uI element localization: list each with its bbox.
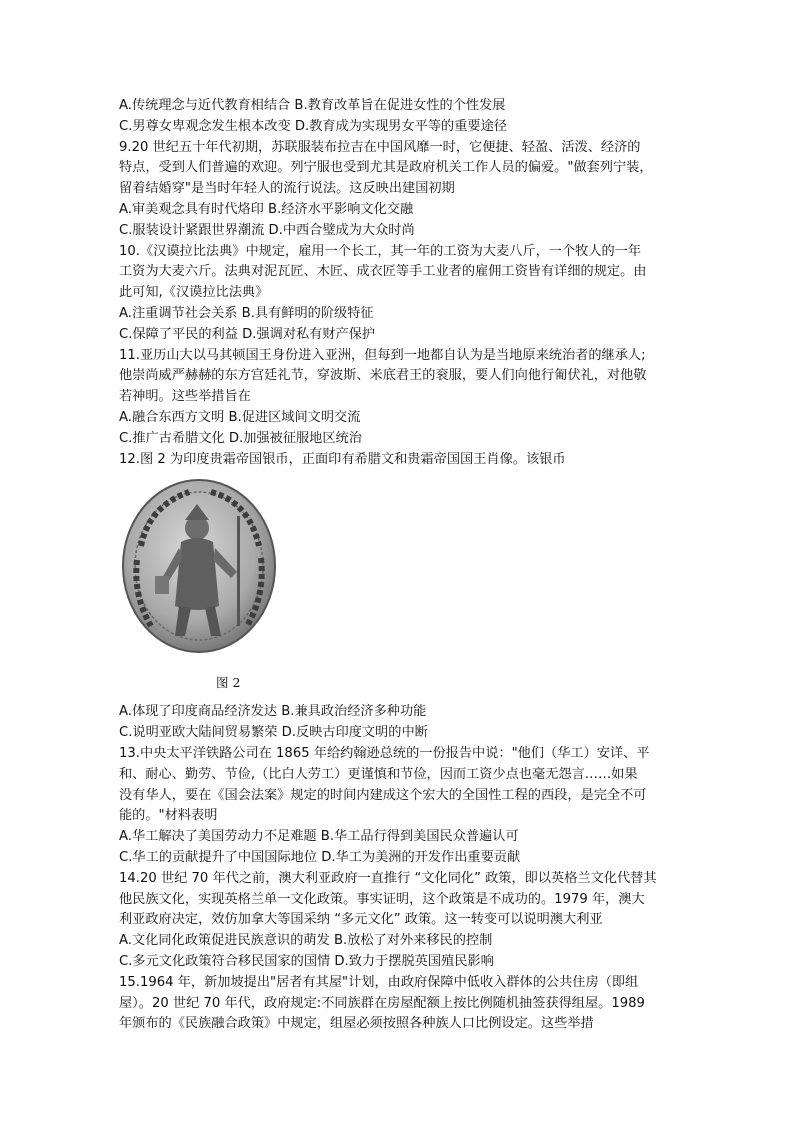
- text-line: 他民族文化，实现英格兰单一文化政策。事实证明，这个政策是不成功的。1979 年，澳大: [119, 891, 645, 907]
- text-line: C.男尊女卑观念发生根本改变 D.教育成为实现男女平等的重要途径: [119, 118, 507, 134]
- text-line: C.服装设计紧跟世界潮流 D.中西合璧成为大众时尚: [119, 222, 415, 238]
- text-line: 特点，受到人们普遍的欢迎。列宁服也受到尤其是政府机关工作人员的偏爱。"做套列宁装，: [119, 160, 653, 176]
- figure-caption: 图 2: [216, 675, 241, 691]
- text-block-bottom: [119, 702, 691, 1035]
- text-line: 没有华人，要在《国会法案》规定的时间内建成这个宏大的全国性工程的西段，是完全不可: [119, 787, 647, 803]
- text-line: C.华工的贡献提升了中国国际地位 D.华工为美洲的开发作出重要贡献: [119, 849, 521, 865]
- text-block-top: [119, 96, 691, 470]
- document-page: [119, 96, 691, 1035]
- text-line: C.保障了平民的利益 D.强调对私有财产保护: [119, 326, 376, 342]
- text-line: 他崇尚威严赫赫的东方宫廷礼节，穿波斯、米底君王的衮服，要人们向他行匍伏礼，对他敬: [119, 368, 647, 384]
- text-line: 12.图 2 为印度贵霜帝国银币，正面印有希腊文和贵霜帝国国王肖像。该银币: [119, 451, 566, 467]
- text-line: 10.《汉谟拉比法典》中规定，雇用一个长工，其一年的工资为大麦八斤，一个牧人的一年: [119, 243, 642, 259]
- text-line: 利亚政府决定，效仿加拿大等国采纳 “多元文化” 政策。这一转变可以说明澳大利亚: [119, 912, 603, 928]
- text-line: C.多元文化政策符合移民国家的国情 D.致力于摆脱英国殖民影响: [119, 953, 494, 969]
- text-line: 14.20 世纪 70 年代之前，澳大利亚政府一直推行 “文化同化” 政策，即以英格兰文化代替其: [119, 870, 657, 886]
- text-line: A.注重调节社会关系 B.具有鲜明的阶级特征: [119, 305, 374, 321]
- text-line: A.文化同化政策促进民族意识的萌发 B.放松了对外来移民的控制: [119, 933, 493, 949]
- text-line: 年颁布的《民族融合政策》中规定，组屋必须按照各种族人口比例设定。这些举措: [119, 1016, 594, 1032]
- text-line: A.华工解决了美国劳动力不足难题 B.华工品行得到美国民众普遍认可: [119, 829, 519, 845]
- text-line: 13.中央太平洋铁路公司在 1865 年给约翰逊总统的一份报告中说："他们（华工）安详、平: [119, 745, 650, 761]
- text-line: A.传统理念与近代教育相结合 B.教育改革旨在促进女性的个性发展: [119, 98, 506, 113]
- text-line: 11.亚历山大以马其顿国王身份进入亚洲，但每到一地都自认为是当地原来统治者的继承人;: [119, 347, 646, 363]
- kushan-coin-image: [119, 476, 279, 656]
- text-line: 留着结婚穿"是当时年轻人的流行说法。这反映出建国初期: [119, 181, 455, 197]
- text-line: 9.20 世纪五十年代初期，苏联服装布拉吉在中国风靡一时，它便捷、轻盈、活泼、经济的: [119, 139, 641, 155]
- text-line: 工资为大麦六斤。法典对泥瓦匠、木匠、成衣匠等手工业者的雇佣工资皆有详细的规定。由: [119, 264, 647, 280]
- text-line: C.推广古希腊文化 D.加强被征服地区统治: [119, 430, 362, 446]
- text-line: 屋）。20 世纪 70 年代，政府规定:不同族群在房屋配额上按比例随机抽签获得组屋。1989: [119, 995, 645, 1011]
- text-line: 和、耐心、勤劳、节俭,（比白人劳工）更谨慎和节俭，因而工资少点也毫无怨言……如果: [119, 766, 638, 782]
- text-line: C.说明亚欧大陆间贸易繁荣 D.反映古印度文明的中断: [119, 725, 428, 741]
- text-line: A.融合东西方文明 B.促进区域间文明交流: [119, 409, 361, 425]
- text-line: 此可知,《汉谟拉比法典》: [119, 285, 269, 301]
- text-line: 15.1964 年，新加坡提出"居者有其屋"计划，由政府保障中低收入群体的公共住房（即组: [119, 974, 639, 990]
- text-line: A.体现了印度商品经济发达 B.兼具政治经济多种功能: [119, 704, 427, 720]
- figure-2: [119, 476, 691, 702]
- text-line: 能的。"材料表明: [119, 808, 218, 824]
- text-line: A.审美观念具有时代烙印 B.经济水平影响文化交融: [119, 201, 414, 217]
- text-line: 若神明。这些举措旨在: [119, 389, 251, 405]
